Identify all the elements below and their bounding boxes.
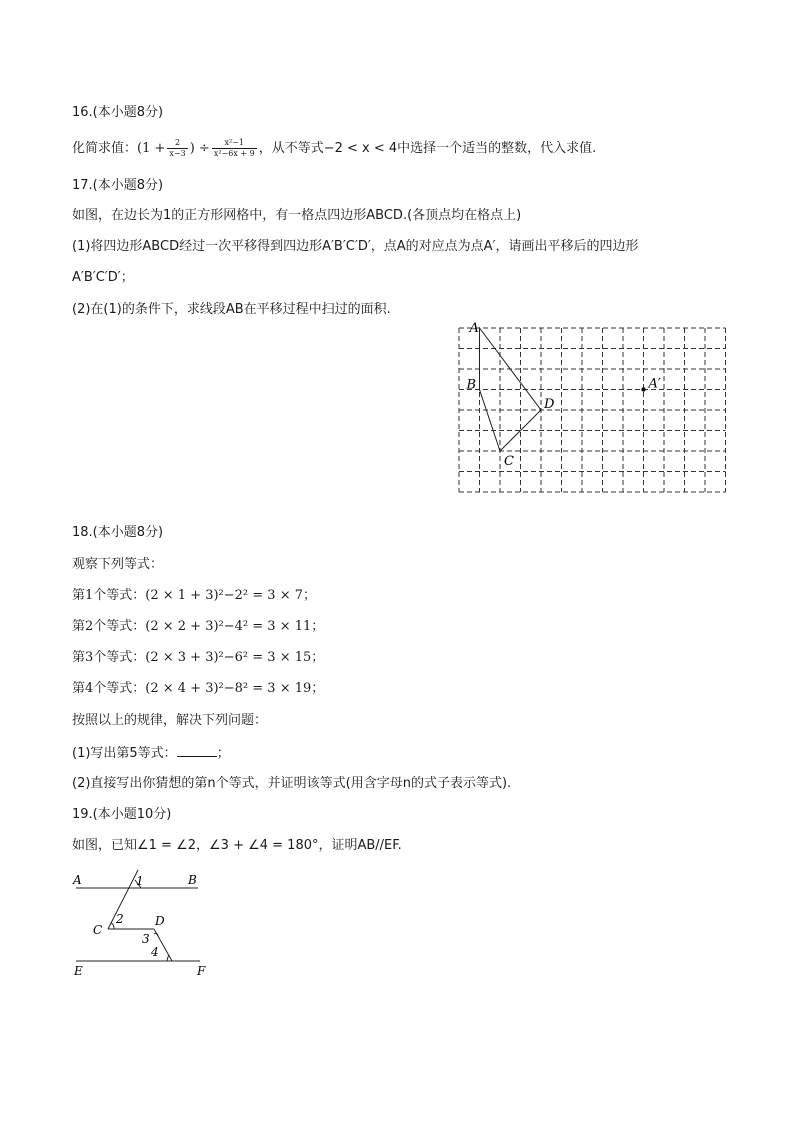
q18-part1 bbox=[72, 744, 230, 763]
angle-label-4: 4 bbox=[151, 945, 159, 959]
q16-prefix: 化简求值： bbox=[72, 141, 138, 156]
label-e: E bbox=[74, 964, 83, 978]
q17-grid-figure bbox=[452, 322, 732, 497]
label-c: C bbox=[504, 454, 514, 469]
q17-header: 17.(本小题8分) bbox=[72, 178, 164, 193]
q16-paren-open: (1 + bbox=[137, 141, 166, 156]
q18-equation-3: 第3个等式：(2 × 3 + 3)²−6² = 3 × 15； bbox=[72, 650, 325, 665]
angle-2-arc bbox=[111, 923, 114, 929]
label-a: A bbox=[469, 322, 479, 336]
q18-equation-4: 第4个等式：(2 × 4 + 3)²−8² = 3 × 19； bbox=[72, 681, 325, 696]
angle-3-arc bbox=[154, 933, 158, 936]
q18-part2: (2)直接写出你猜想的第n个等式，并证明该等式(用含字母n的式子表示等式). bbox=[72, 776, 512, 791]
label-f: F bbox=[197, 964, 206, 978]
q16-header: 16.(本小题8分) bbox=[72, 105, 164, 120]
label-c: C bbox=[93, 923, 103, 937]
q17-part2: (2)在(1)的条件下，求线段AB在平移过程中扫过的面积. bbox=[72, 302, 391, 317]
q18-equation-2: 第2个等式：(2 × 2 + 3)²−4² = 3 × 11； bbox=[72, 619, 325, 634]
q18-part1-text: (1)写出第5等式： bbox=[72, 746, 177, 761]
q18-equation-1: 第1个等式：(2 × 1 + 3)²−2² = 3 × 7； bbox=[72, 588, 316, 603]
angle-label-1: 1 bbox=[136, 874, 144, 888]
q17-part1-line2: A′B′C′D′； bbox=[72, 270, 134, 285]
q16-fraction-2: $\frac{\text{x²−1}}{\text{x²−6x + 9}}$ bbox=[213, 138, 255, 158]
label-a: A bbox=[73, 873, 82, 887]
q19-header: 19.(本小题10分) bbox=[72, 807, 172, 822]
q17-dashed-grid bbox=[459, 328, 726, 492]
q18-header: 18.(本小题8分) bbox=[72, 525, 164, 540]
q16-fraction-1: $\frac{2}{x-3}$ bbox=[169, 138, 186, 158]
q16-suffix: ，从不等式−2 < x < 4中选择一个适当的整数，代入求值. bbox=[258, 141, 597, 156]
angle-4-arc bbox=[167, 955, 169, 961]
q18-instruction: 按照以上的规律，解决下列问题： bbox=[72, 713, 268, 728]
q18-part1-end: ； bbox=[216, 746, 230, 761]
angle-label-2: 2 bbox=[116, 912, 124, 926]
label-a-prime: A′ bbox=[648, 376, 661, 392]
q16-statement bbox=[72, 138, 596, 159]
label-d: D bbox=[544, 397, 555, 412]
label-b: B bbox=[188, 873, 197, 887]
q17-part1-line1: (1)将四边形ABCD经过一次平移得到四边形A′B′C′D′，点A的对应点为点A′，请画出平移后的四边形 bbox=[72, 239, 639, 254]
answer-blank[interactable] bbox=[177, 744, 217, 757]
q18-observe: 观察下列等式： bbox=[72, 557, 164, 572]
q19-parallel-lines-figure bbox=[70, 868, 220, 983]
label-b: B bbox=[466, 377, 477, 393]
q19-statement: 如图，已知∠1 = ∠2，∠3 + ∠4 = 180°，证明AB//EF. bbox=[72, 838, 402, 853]
label-d: D bbox=[155, 914, 165, 928]
q17-intro: 如图，在边长为1的正方形网格中，有一格点四边形ABCD.(各顶点均在格点上) bbox=[72, 208, 522, 223]
angle-label-3: 3 bbox=[142, 932, 150, 946]
q16-paren-close: ) ÷ bbox=[189, 141, 210, 156]
point-a-prime bbox=[641, 387, 645, 391]
